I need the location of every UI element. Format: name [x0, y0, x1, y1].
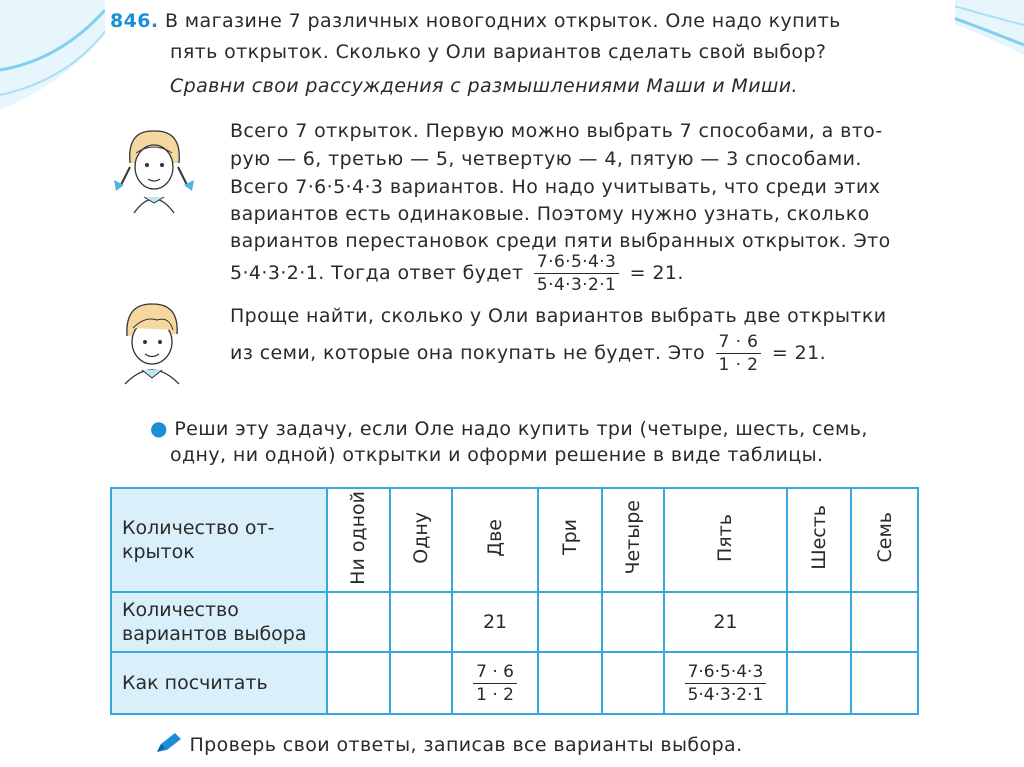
col-header-text: Одну — [410, 511, 433, 564]
masha-line-6-text: 5·4·3·2·1. Тогда ответ будет — [230, 262, 524, 284]
header-label-cell: Количество от-крыток — [111, 488, 327, 592]
masha-result: = 21. — [629, 262, 684, 284]
table-cell — [327, 592, 391, 652]
calc-five-denominator: 5·4·3·2·1 — [687, 684, 764, 705]
masha-line-2: рую — 6, третью — 5, четвертую — 4, пятую — 3 способами. — [230, 148, 862, 170]
table-cell — [327, 652, 391, 714]
problem-prompt: Сравни свои рассуждения с размышлениями Маши и Миши. — [170, 75, 798, 97]
masha-line-3: Всего 7·6·5·4·3 вариантов. Но надо учитывать, что среди этих — [230, 176, 881, 198]
masha-line-5: вариантов перестановок среди пяти выбранных открыток. Это — [230, 230, 891, 252]
table-cell — [787, 652, 851, 714]
table-row-variants — [111, 592, 918, 652]
table-cell — [452, 652, 538, 714]
task-line-2: одну, ни одной) открытки и оформи решение в виде таблицы. — [170, 444, 824, 466]
table-cell — [787, 592, 851, 652]
col-header — [327, 488, 391, 592]
pencil-icon — [155, 732, 183, 754]
table-cell — [538, 652, 602, 714]
footer-text: Проверь свои ответы, записав все варианты выбора. — [189, 734, 743, 756]
calc-fraction-five — [685, 661, 767, 706]
calc-two-denominator: 1 · 2 — [476, 684, 514, 705]
col-header-text: Пять — [714, 513, 737, 562]
col-header — [851, 488, 918, 592]
col-header — [664, 488, 788, 592]
misha-line-1: Проще найти, сколько у Оли вариантов выбрать две открытки — [230, 305, 887, 327]
footer-line — [155, 732, 743, 756]
table-cell — [664, 652, 788, 714]
col-header-text: Ни одной — [347, 490, 370, 585]
table-cell: 21 — [452, 592, 538, 652]
answer-table — [110, 487, 919, 715]
misha-line-2-text: из семи, которые она покупать не будет. Это — [230, 342, 706, 364]
calc-fraction-two — [473, 661, 517, 706]
bullet-icon: ● — [150, 416, 168, 440]
misha-line-2 — [230, 330, 826, 376]
table-cell — [851, 652, 918, 714]
misha-fraction-numerator: 7 · 6 — [716, 331, 762, 354]
col-header-text: Две — [484, 518, 507, 557]
col-header — [390, 488, 452, 592]
calc-five-numerator: 7·6·5·4·3 — [685, 661, 767, 684]
col-header — [787, 488, 851, 592]
col-header — [538, 488, 602, 592]
problem-text-1: В магазине 7 различных новогодних открыток. Оле надо купить — [164, 10, 841, 32]
col-header-text: Семь — [873, 512, 896, 563]
masha-line-1: Всего 7 открыток. Первую можно выбрать 7 способами, а вто- — [230, 120, 883, 142]
col-header — [602, 488, 664, 592]
table-header-row — [111, 488, 918, 592]
task-text-1: Реши эту задачу, если Оле надо купить три (четыре, шесть, семь, — [174, 418, 868, 440]
col-header-text: Три — [558, 519, 581, 556]
misha-avatar-icon — [117, 298, 187, 386]
masha-avatar-icon — [112, 125, 197, 215]
table-cell — [538, 592, 602, 652]
masha-line-4: вариантов есть одинаковые. Поэтому нужно узнать, сколько — [230, 203, 870, 225]
col-header-text: Четыре — [621, 500, 644, 575]
table-cell — [602, 592, 664, 652]
problem-number: 846. — [110, 10, 159, 32]
table-cell: 21 — [664, 592, 788, 652]
misha-result: = 21. — [771, 342, 827, 364]
masha-fraction-denominator: 5·4·3·2·1 — [536, 275, 617, 295]
row-label-variants: Количество вариантов выбора — [111, 592, 327, 652]
masha-fraction — [534, 251, 619, 296]
table-row-calc — [111, 652, 918, 714]
misha-fraction — [716, 331, 762, 376]
table-cell — [851, 592, 918, 652]
table-cell — [390, 592, 452, 652]
table-cell — [602, 652, 664, 714]
task-line-1 — [150, 416, 868, 440]
masha-fraction-numerator: 7·6·5·4·3 — [534, 251, 619, 274]
col-header — [452, 488, 538, 592]
problem-line-2: пять открыток. Сколько у Оли вариантов сделать свой выбор? — [170, 41, 827, 63]
misha-fraction-denominator: 1 · 2 — [718, 355, 759, 375]
calc-two-numerator: 7 · 6 — [473, 661, 517, 684]
masha-line-6 — [230, 250, 684, 296]
problem-line-1 — [110, 10, 841, 32]
col-header-text: Шесть — [808, 505, 831, 570]
row-label-calc: Как посчитать — [111, 652, 327, 714]
table-cell — [390, 652, 452, 714]
